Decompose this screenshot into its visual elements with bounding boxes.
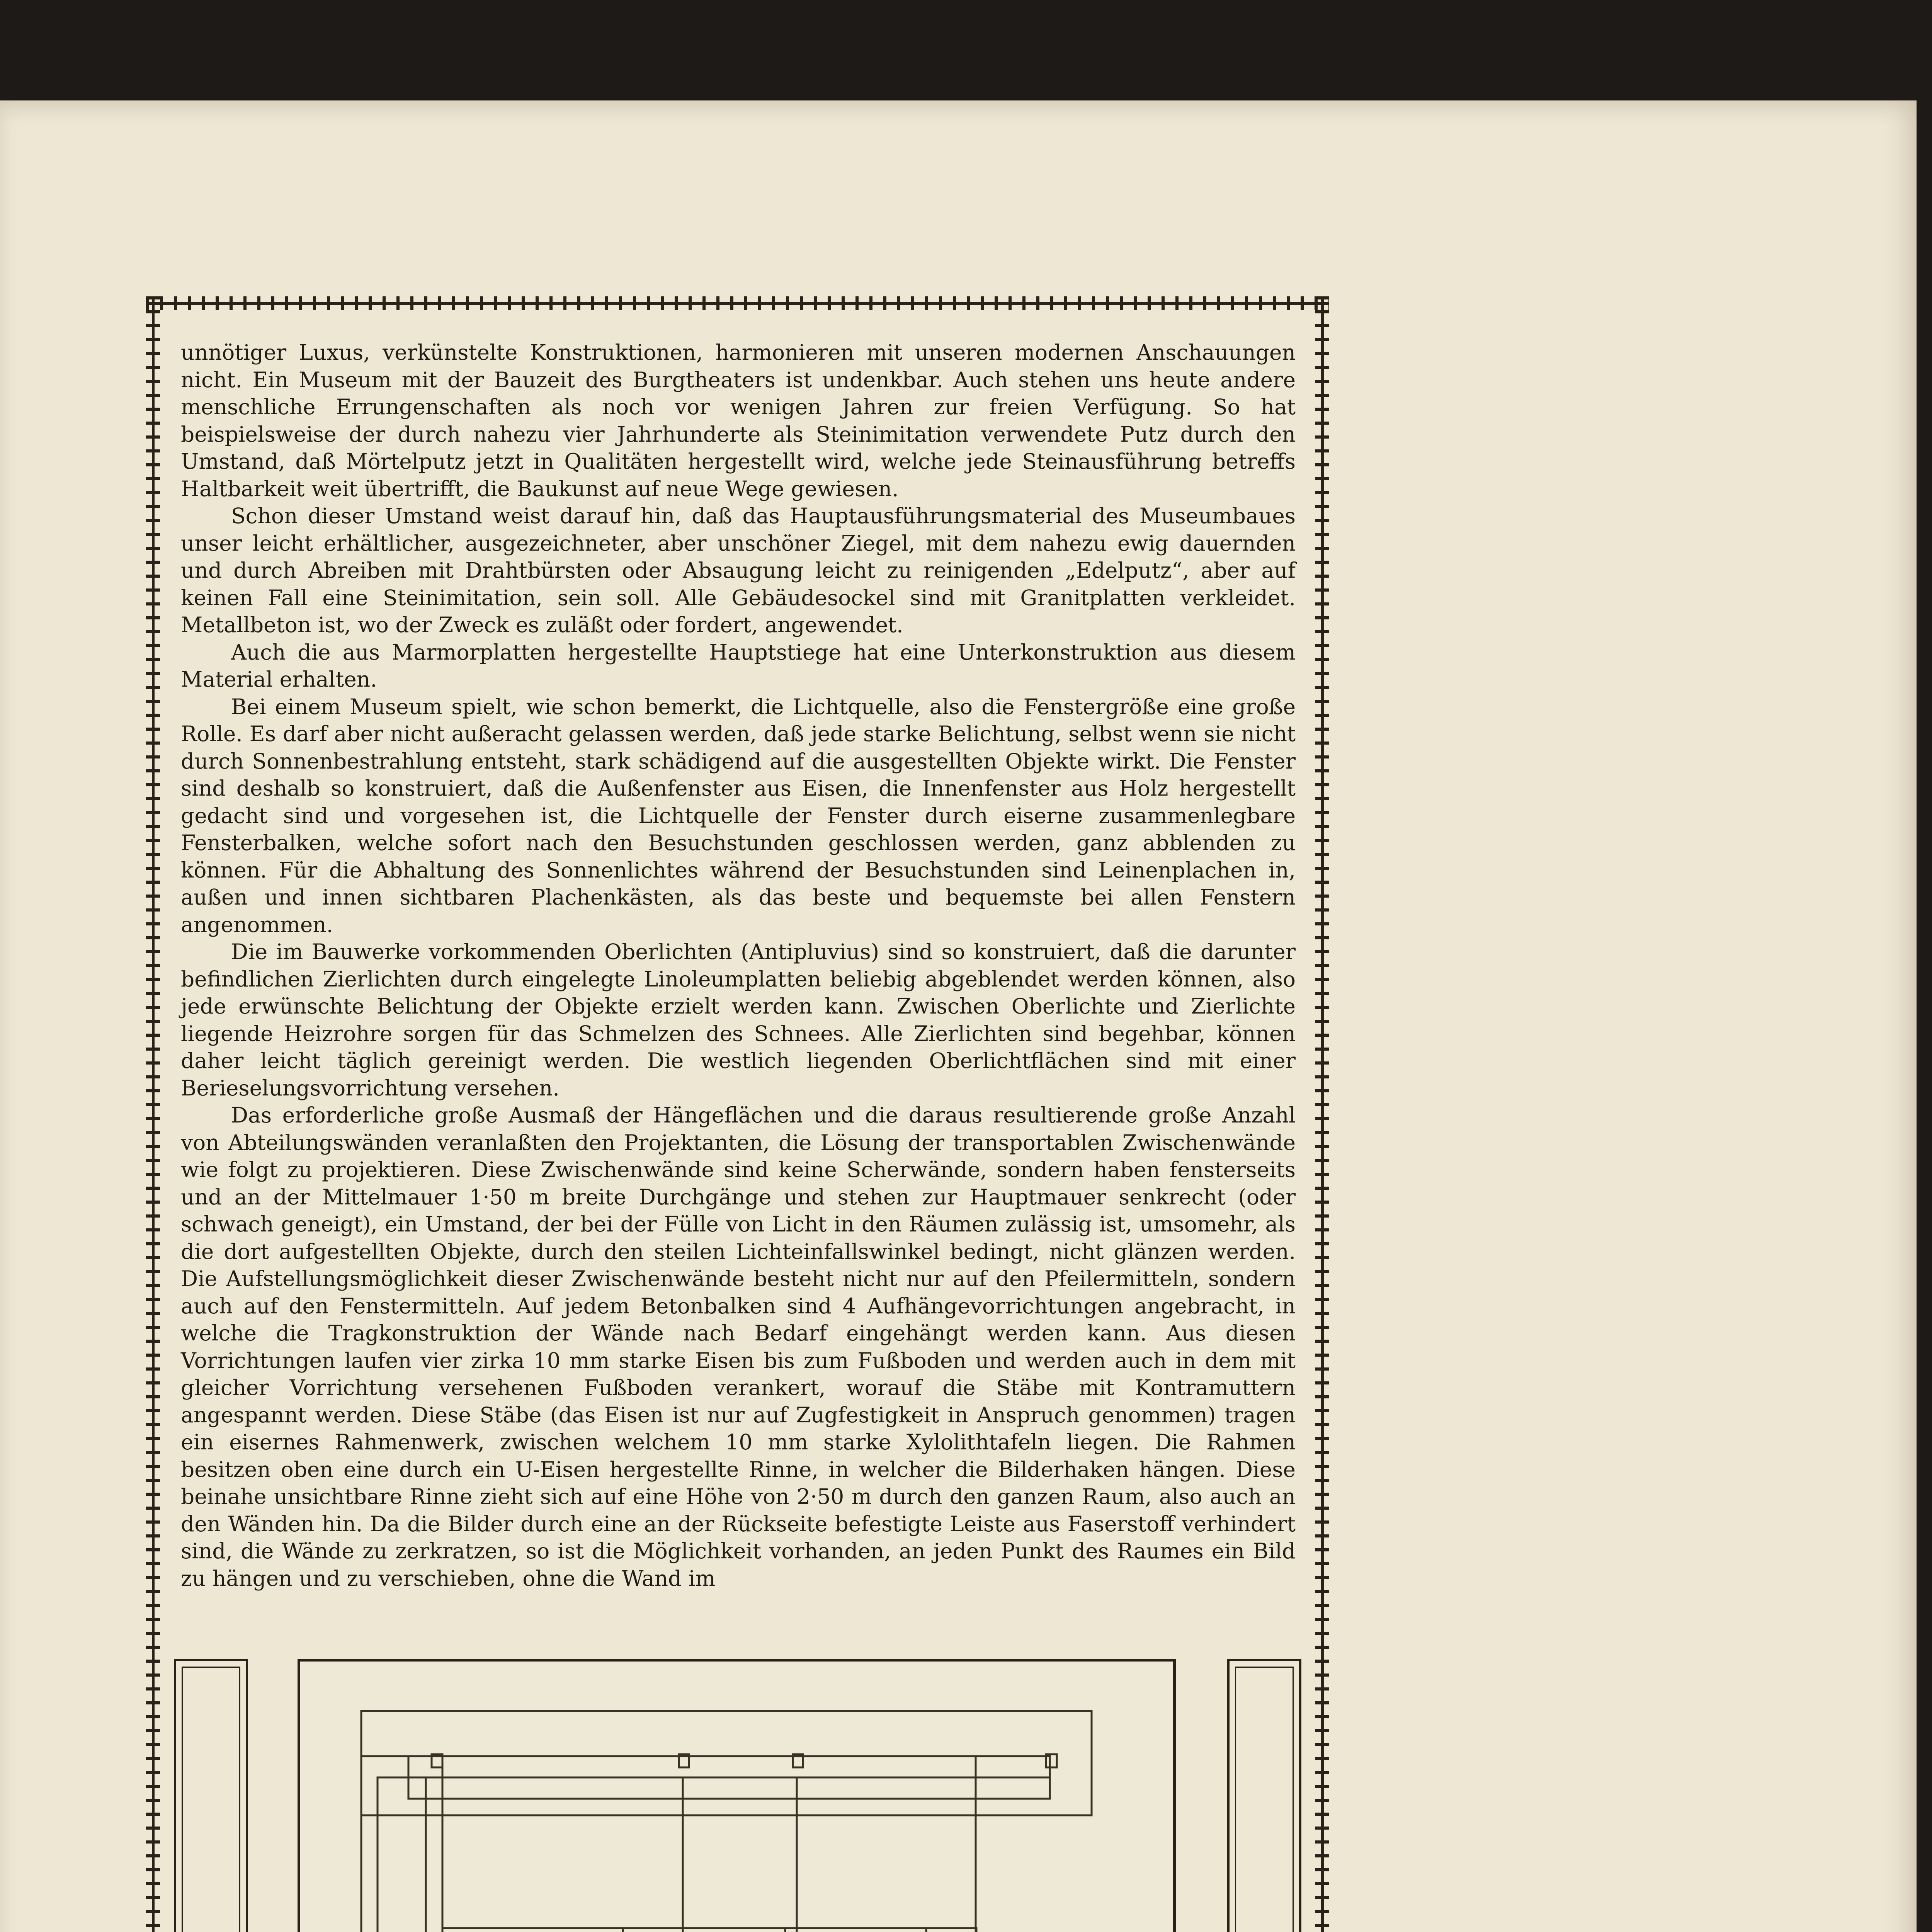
decorative-side-panel-right: [1227, 1659, 1301, 1932]
body-text: [181, 339, 1296, 1622]
plan-central-block: [442, 1756, 976, 1932]
floor-plan-figure: [174, 1659, 1301, 1932]
paragraph: unnötiger Luxus, verkünstelte Konstruktionen, harmonieren mit unseren modernen Anschauungen nicht. Ein Museum mit der Bauzeit des Burgtheaters ist undenkbar. Auch stehen uns heute andere menschliche Errungenschaften als noch vor wenigen Jahren zur freien Verfügung. So hat beispielsweise der durch nahezu vier Jahrhunderte als Steinimitation verwendete Putz durch den Umstand, daß Mörtelputz jetzt in Qualitäten hergestellt wird, welche jede Steinausführung betreffs Haltbarkeit weit übertrifft, die Baukunst auf neue Wege gewiesen.: [181, 340, 1296, 501]
paragraph: Die im Bauwerke vorkommenden Oberlichten (Antipluvius) sind so konstruiert, daß die darunter befindlichen Zierlichten durch eingelegte Linoleumplatten beliebig abgeblendet werden können, also jede erwünschte Belichtung der Objekte erzielt werden kann. Zwischen Oberlichte und Zierlichte liegende Heizrohre sorgen für das Schmelzen des Schnees. Alle Zierlichten sind begehbar, können daher leicht täglich gereinigt werden. Die westlich liegenden Oberlichtflächen sind mit einer Berieselungsvorrichtung versehen.: [181, 939, 1296, 1100]
frame-border-top: [146, 296, 1329, 310]
floor-plan-drawing: [300, 1662, 1173, 1932]
paragraph: Das erforderliche große Ausmaß der Hängeflächen und die daraus resultierende große Anzahl von Abteilungswänden veranlaßten den Projektanten, die Lösung der transportablen Zwischenwände wie folgt zu projektieren. Diese Zwischenwände sind keine Scherwände, sondern haben fensterseits und an der Mittelmauer 1·50 m breite Durchgänge und stehen zur Hauptmauer senkrecht (oder schwach geneigt), ein Umstand, der bei der Fülle von Licht in den Räumen zulässig ist, umsomehr, als die dort aufgestellten Objekte, durch den steilen Lichteinfallswinkel bedingt, nicht glänzen werden. Die Aufstellungsmöglichkeit dieser Zwischenwände besteht nicht nur auf den Pfeilermitteln, sondern auch auf den Fenstermitteln. Auf jedem Betonbalken sind 4 Aufhängevorrichtungen angebracht, in welche die Tragkonstruktion der Wände nach Bedarf eingehängt werden kann. Aus diesen Vorrichtungen laufen vier zirka 10 mm starke Eisen bis zum Fußboden und werden auch in dem mit gleicher Vorrichtung versehenen Fußboden verankert, worauf die Stäbe mit Kontramuttern angespannt werden. Diese Stäbe (das Eisen ist nur auf Zugfestigkeit in Anspruch genommen) tragen ein eisernes Rahmenwerk, zwischen welchem 10 mm starke Xylolithtafeln liegen. Die Rahmen besitzen oben eine durch ein U-Eisen hergestellte Rinne, in welcher die Bilderhaken hängen. Diese beinahe unsichtbare Rinne zieht sich auf eine Höhe von 2·50 m durch den ganzen Raum, also auch an den Wänden hin. Da die Bilder durch eine an der Rückseite befestigte Leiste aus Faserstoff verhindert sind, die Wände zu zerkratzen, so ist die Möglichkeit vorhanden, an jeden Punkt des Raumes ein Bild zu hängen und zu verschieben, ohne die Wand im: [181, 1103, 1296, 1591]
paragraph: Schon dieser Umstand weist darauf hin, daß das Hauptausführungsmaterial des Museumbaues unser leicht erhältlicher, ausgezeichneter, aber unschöner Ziegel, mit dem nahezu ewig dauernden und durch Abreiben mit Drahtbürsten oder Absaugung leicht zu reinigenden „Edelputz“, aber auf keinen Fall eine Steinimitation, sein soll. Alle Gebäudesockel sind mit Granitplatten verkleidet. Metallbeton ist, wo der Zweck es zuläßt oder fordert, angewendet.: [181, 503, 1296, 637]
floor-plan: [298, 1659, 1176, 1932]
frame-border-right: [1315, 296, 1329, 1932]
decorative-side-panel-left: [174, 1659, 248, 1932]
frame-border-left: [146, 296, 160, 1932]
paragraph: Auch die aus Marmorplatten hergestellte Hauptstiege hat eine Unterkonstruktion aus diesem Material erhalten.: [181, 639, 1296, 692]
plan-wing-west: [361, 1756, 442, 1932]
paragraph: Bei einem Museum spielt, wie schon bemerkt, die Lichtquelle, also die Fenstergröße eine große Rolle. Es darf aber nicht außeracht gelassen werden, daß jede starke Belichtung, selbst wenn sie nicht durch Sonnenbestrahlung entsteht, stark schädigend auf die ausgestellten Objekte wirkt. Die Fenster sind deshalb so konstruiert, daß die Außenfenster aus Eisen, die Innenfenster aus Holz hergestellt gedacht sind und vorgesehen ist, die Lichtquelle der Fenster durch eiserne zusammenlegbare Fensterbalken, welche sofort nach den Besuchstunden geschlossen werden, ganz abblenden zu können. Für die Abhaltung des Sonnenlichtes während der Besuchstunden sind Leinenplachen in, außen und innen sichtbaren Plachenkästen, als das beste und bequemste bei allen Fenstern angenommen.: [181, 694, 1296, 937]
plan-stair-hall: [623, 1928, 785, 1932]
ornamental-frame: [146, 296, 1329, 1932]
